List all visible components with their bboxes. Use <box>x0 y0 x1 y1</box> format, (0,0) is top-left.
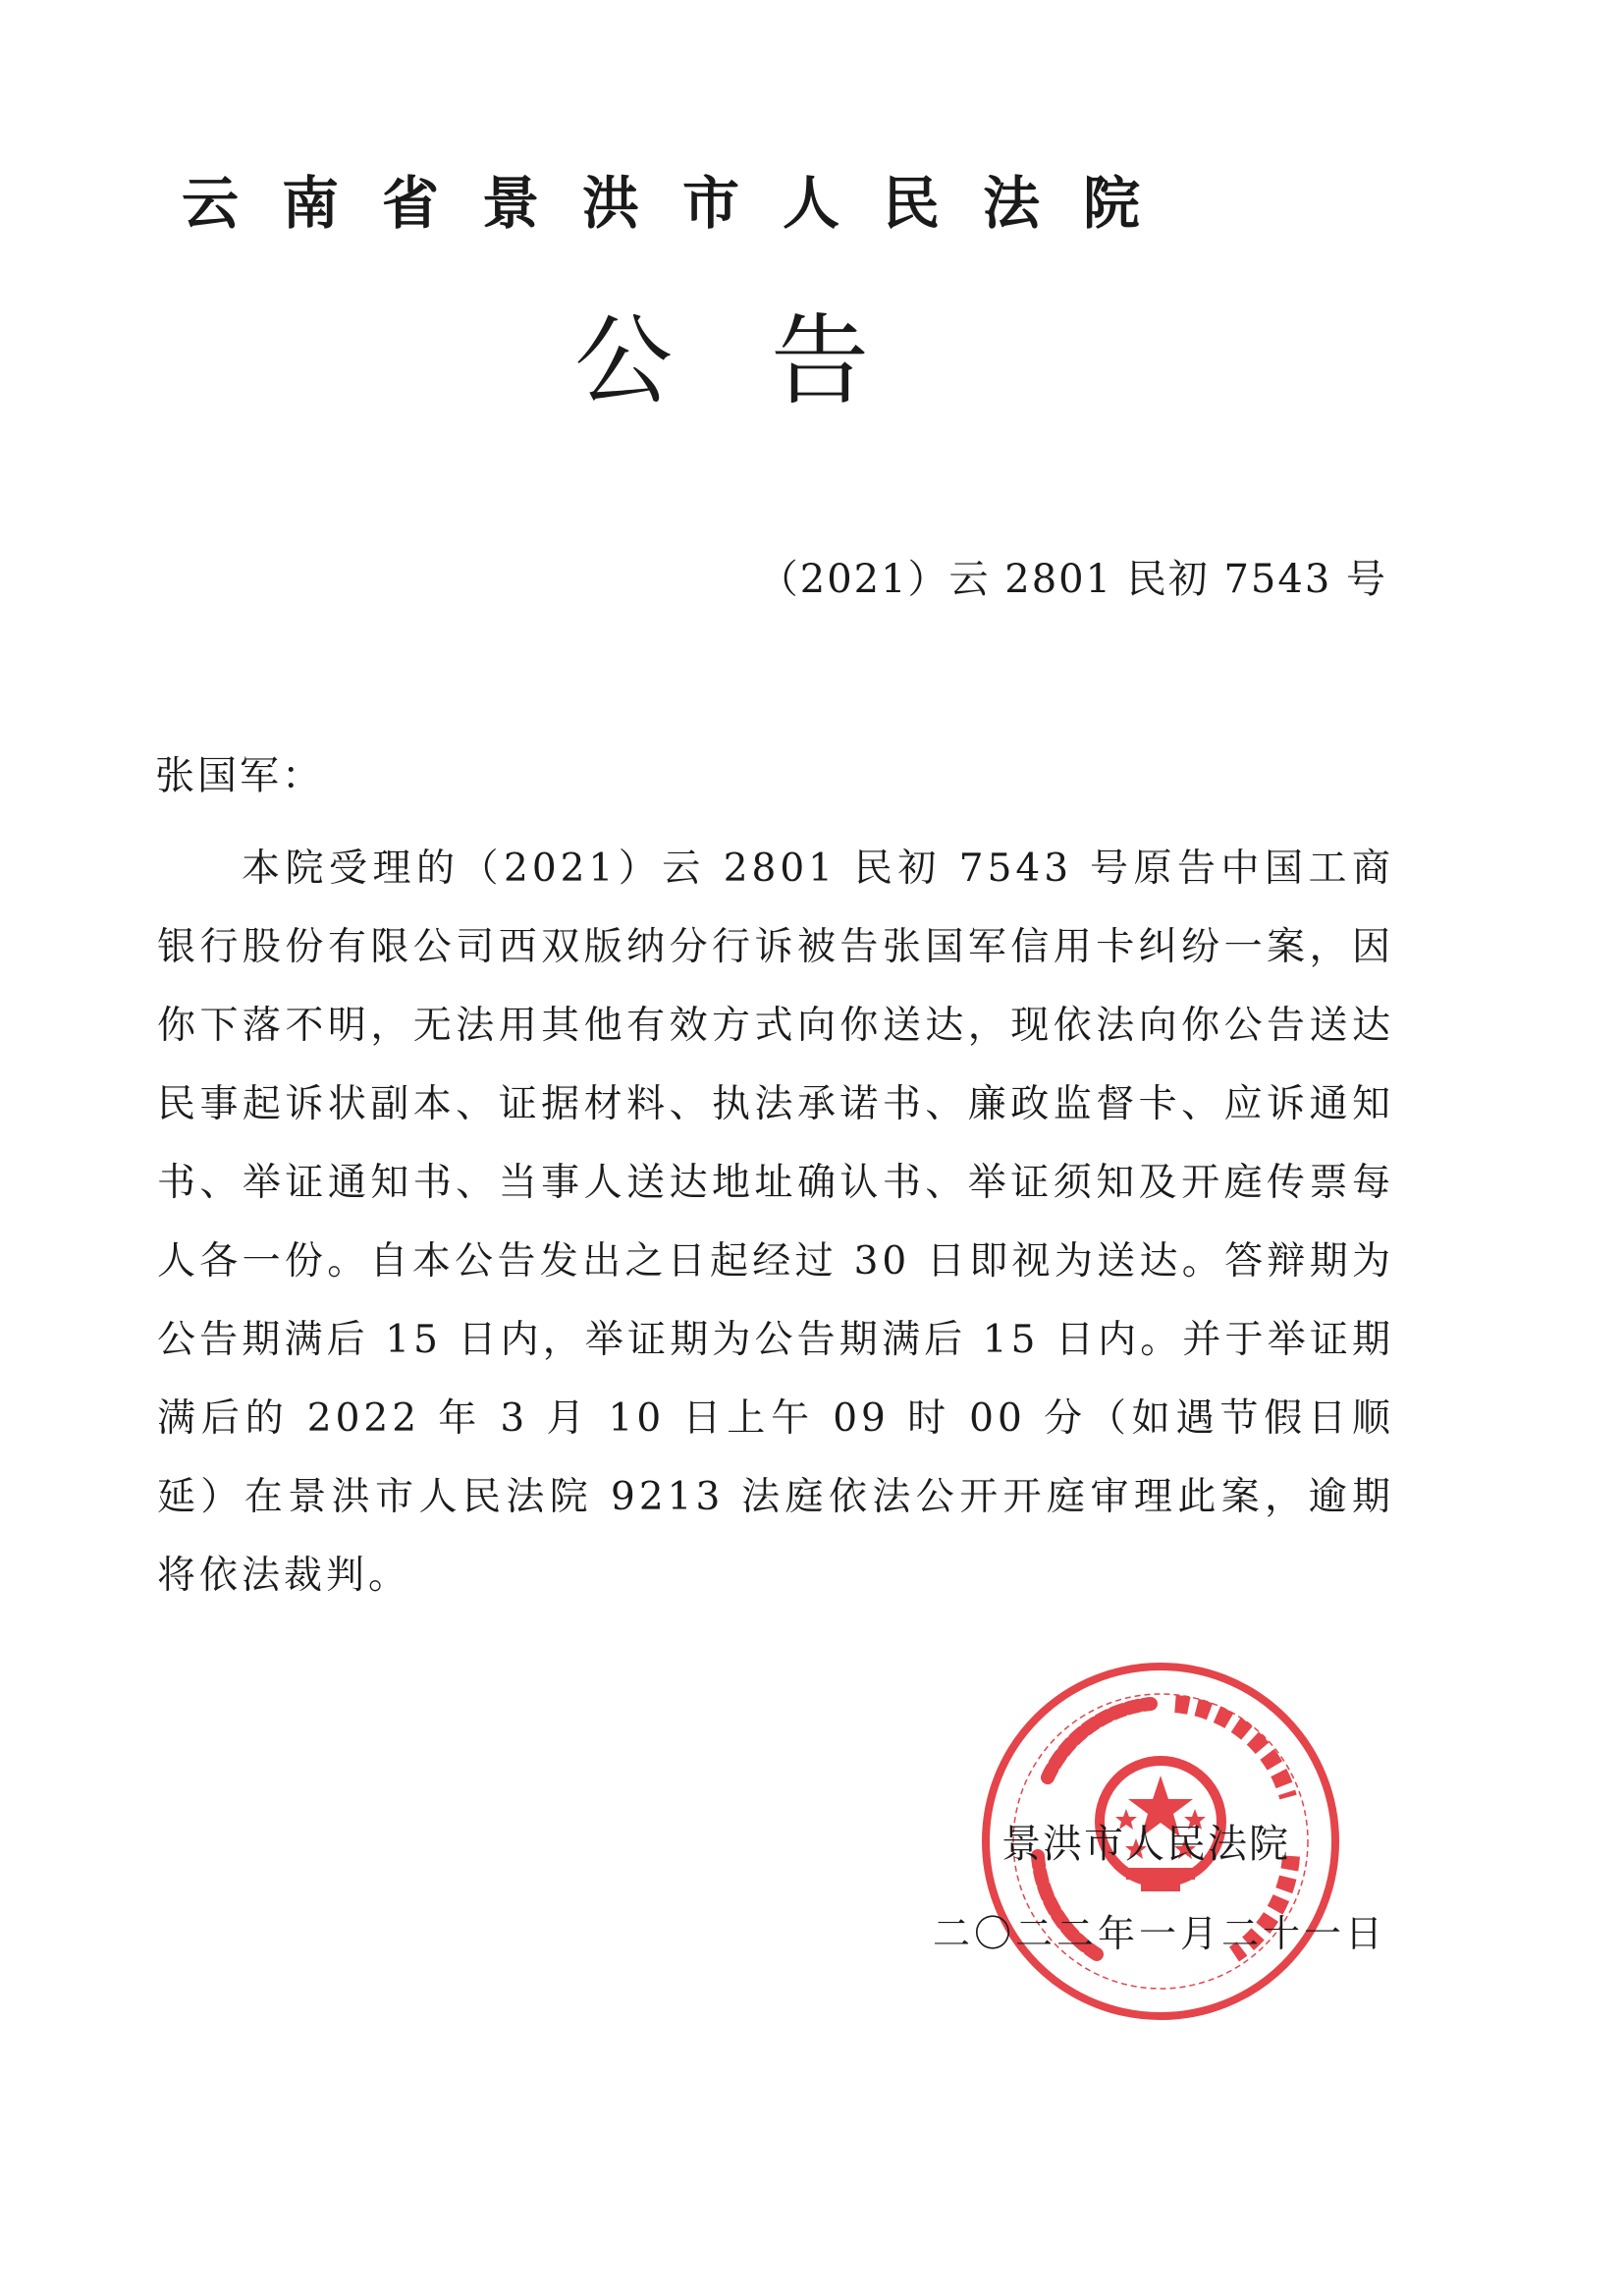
document-title: 公告 <box>574 303 967 418</box>
case-number: （2021）云 2801 民初 7543 号 <box>758 557 1387 602</box>
recipient-salutation: 张国军： <box>155 753 324 798</box>
signing-date: 二〇二二年一月二十一日 <box>933 1912 1387 1955</box>
court-name-heading: 云南省景洪市人民法院 <box>182 170 1184 237</box>
announcement-body: 本院受理的（2021）云 2801 民初 7543 号原告中国工商银行股份有限公司西双版纳分行诉被告张国军信用卡纠纷一案，因你下落不明，无法用其他有效方式向你送达，现依法向你公告送达民事起诉状副本、证据材料、执法承诺书、廉政监督卡、应诉通知书、举证通知书、当事人送达地址确认书、举证须知及开庭传票每人各一份。自本公告发出之日起经过 30 日即视为送达。答辩期为公告期满后 15 日内，举证期为公告期满后 15 日内。并于举证期满后的 2022 年 3 月 10 日上午 09 时 00 分（如遇节假日顺延）在景洪市人民法院 9213 法庭依法公开开庭审理此案，逾期将依法裁判。 <box>157 847 1394 1598</box>
signing-court: 景洪市人民法院 <box>1001 1822 1290 1867</box>
